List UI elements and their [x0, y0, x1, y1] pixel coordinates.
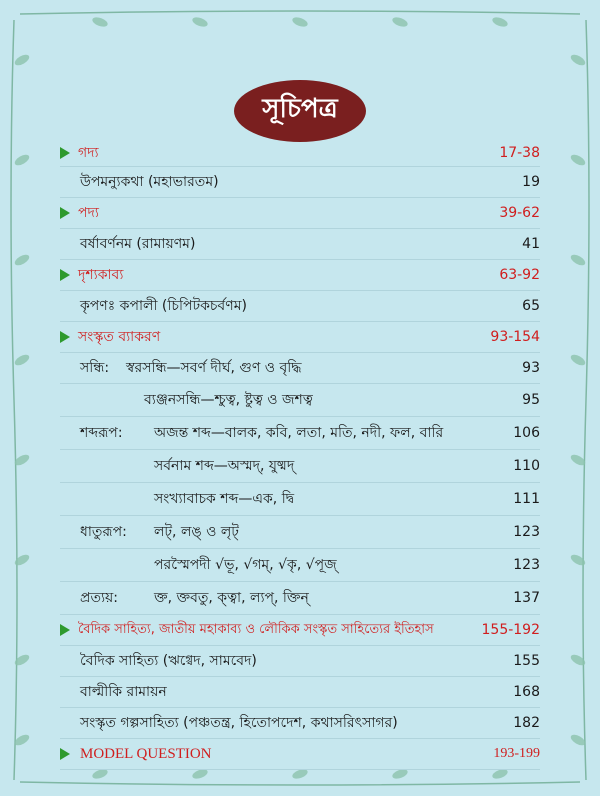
toc-page-number: 39-62	[499, 205, 540, 221]
toc-entry-text: ক্ত, ক্তবতু, ক্ত্বা, ল্যপ্, ক্তিন্	[154, 590, 309, 606]
toc-entry-text: ব্যঞ্জনসন্ধি—শ্চুত্ব, ষ্টুত্ব ও জশত্ব	[144, 392, 313, 408]
toc-entry-text: বর্ষাবর্ণনম (রামায়ণম)	[80, 236, 196, 252]
toc-entry-text: সর্বনাম শব্দ—অস্মদ্, যুষ্মদ্	[154, 458, 295, 474]
toc-row-poetry	[60, 198, 540, 229]
toc-entry-text: সংস্কৃত গল্পসাহিত্য (পঞ্চতন্ত্র, হিতোপদেশ, কথাসরিৎসাগর)	[80, 715, 398, 731]
toc-row-history	[60, 615, 540, 646]
toc-row-model-question	[60, 739, 540, 770]
toc-row-drama	[60, 260, 540, 291]
arrow-icon	[60, 748, 70, 760]
toc-entry-text: MODEL QUESTION	[80, 746, 212, 762]
toc-row	[60, 450, 540, 483]
toc-row	[60, 417, 540, 450]
toc-entry-label: ধাতুরূপ:	[80, 524, 127, 540]
toc-row	[60, 384, 540, 417]
toc-page-number: 93	[522, 360, 540, 376]
toc-entry-text: স্বরসন্ধি—সবর্ণ দীর্ঘ, গুণ ও বৃদ্ধি	[126, 360, 302, 376]
toc-page-number: 123	[513, 524, 540, 540]
toc-page-number: 93-154	[490, 329, 540, 345]
toc-row-prose	[60, 140, 540, 167]
toc-page-number: 123	[513, 557, 540, 573]
toc-entry-text: কৃপণঃ কপালী (চিপিটকচর্বণম)	[80, 298, 247, 314]
toc-entry-label: সন্ধি:	[80, 360, 110, 376]
toc-page-number: 137	[513, 590, 540, 606]
toc-entry-label: শব্দরূপ:	[80, 425, 123, 441]
toc-page-number: 182	[513, 715, 540, 731]
toc-row	[60, 516, 540, 549]
toc-page-number: 63-92	[499, 267, 540, 283]
toc-page-number: 155	[513, 653, 540, 669]
toc-page-number: 168	[513, 684, 540, 700]
toc-row	[60, 291, 540, 322]
toc-page-number: 41	[522, 236, 540, 252]
toc-page-number: 17-38	[499, 145, 540, 161]
title-area	[0, 80, 600, 142]
toc-row-grammar	[60, 322, 540, 353]
toc-entry-text: অজন্ত শব্দ—বালক, কবি, লতা, মতি, নদী, ফল, বারি	[154, 425, 444, 441]
toc-page-number: 111	[513, 491, 540, 507]
toc-page-number: 193-199	[493, 746, 540, 761]
toc-row	[60, 708, 540, 739]
toc-row	[60, 549, 540, 582]
arrow-icon	[60, 147, 70, 159]
arrow-icon	[60, 207, 70, 219]
toc-entry-text: লট্, লঙ্ ও লৃট্	[154, 524, 239, 540]
toc-row	[60, 229, 540, 260]
toc-entry-text: পরস্মৈপদী √ভূ, √গম্, √কৃ, √পূজ্	[154, 557, 337, 573]
arrow-icon	[60, 624, 70, 636]
toc-entry-text: বাল্মীকি রামায়ন	[80, 684, 167, 700]
toc-row	[60, 483, 540, 516]
toc-row	[60, 353, 540, 384]
toc-entry-text: দৃশ্যকাব্য	[78, 267, 124, 283]
toc-entry-label: প্রত্যয়:	[80, 590, 118, 606]
arrow-icon	[60, 331, 70, 343]
toc-page-number: 110	[513, 458, 540, 474]
toc-page-number: 65	[522, 298, 540, 314]
toc-entry-text: সংস্কৃত ব্যাকরণ	[78, 329, 161, 345]
toc-page-number: 19	[522, 174, 540, 190]
toc-row	[60, 582, 540, 615]
toc-entry-text: গদ্য	[78, 145, 99, 161]
toc-row	[60, 646, 540, 677]
toc-entry-text: পদ্য	[78, 205, 99, 221]
toc-entry-text: উপমন্যুকথা (মহাভারতম)	[80, 174, 219, 190]
toc-row	[60, 677, 540, 708]
arrow-icon	[60, 269, 70, 281]
toc-page-number: 95	[522, 392, 540, 408]
toc-row	[60, 167, 540, 198]
table-of-contents	[60, 140, 540, 770]
toc-page-number: 155-192	[481, 622, 540, 638]
toc-page-number: 106	[513, 425, 540, 441]
toc-entry-text: বৈদিক সাহিত্য (ঋগ্বেদ, সামবেদ)	[80, 653, 257, 669]
page-title: সূচিপত্র	[234, 80, 366, 142]
toc-entry-text: বৈদিক সাহিত্য, জাতীয় মহাকাব্য ও লৌকিক সংস্কৃত সাহিত্যের ইতিহাস	[78, 622, 434, 637]
toc-entry-text: সংখ্যাবাচক শব্দ—এক, দ্বি	[154, 491, 295, 507]
